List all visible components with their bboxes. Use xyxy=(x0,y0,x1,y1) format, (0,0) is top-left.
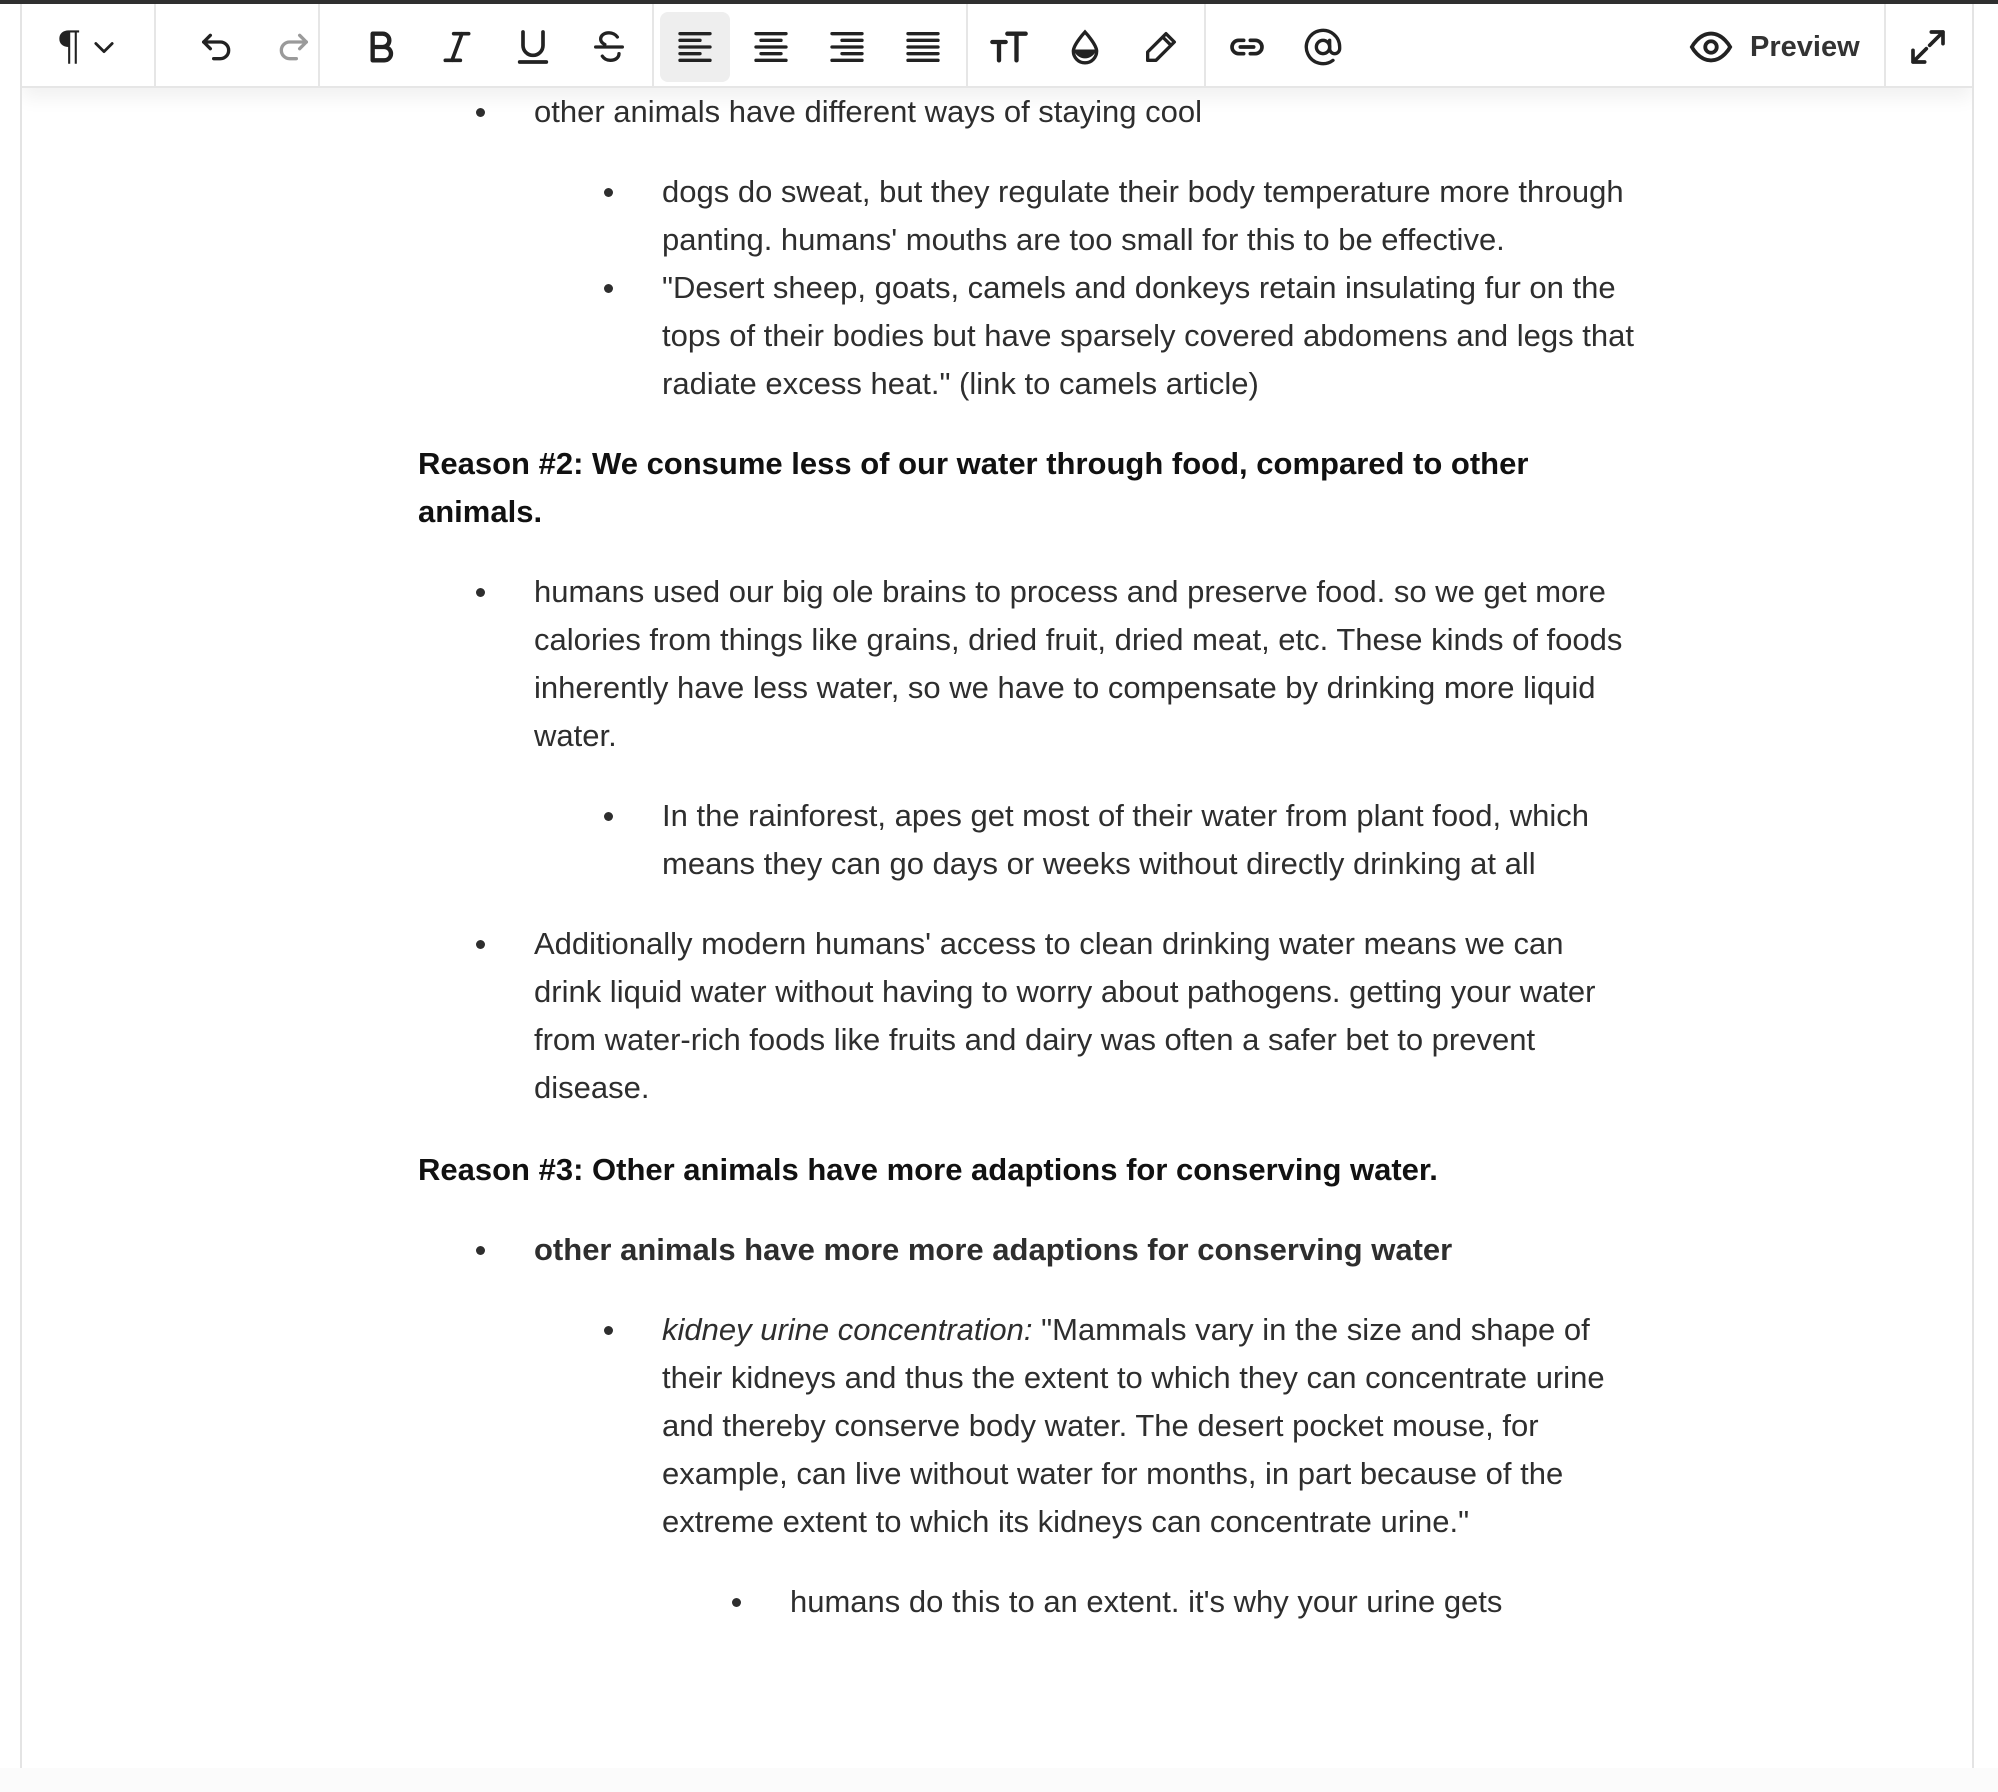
pencil-icon xyxy=(1141,27,1181,67)
text-size-icon xyxy=(989,27,1029,67)
undo-button[interactable] xyxy=(182,12,252,82)
list-item xyxy=(418,1306,1638,1546)
list-item: other animals have more more adaptions for conserving water xyxy=(418,1226,1638,1274)
italic-icon xyxy=(437,27,477,67)
editor-frame xyxy=(20,4,1974,1776)
strikethrough-button[interactable] xyxy=(574,12,644,82)
list-item: Additionally modern humans' access to clean drinking water means we can drink liquid water without having to worry about pathogens. getting your water from water-rich foods like fruits and dairy was often a safer bet to prevent disease. xyxy=(418,920,1638,1112)
underline-button[interactable] xyxy=(498,12,568,82)
align-right-button[interactable] xyxy=(812,12,882,82)
item-label: kidney urine concentration: xyxy=(662,1312,1033,1347)
at-icon xyxy=(1303,27,1343,67)
item-text: "Mammals vary in the size and shape of their kidneys and thus the extent to which they can concentrate urine and thereby conserve body water. The desert pocket mouse, for example, can live without water for months, in part because of the extreme extent to which its kidneys can concentrate urine." xyxy=(662,1312,1605,1539)
bullet-list xyxy=(418,792,1638,888)
expand-button[interactable] xyxy=(1893,12,1963,82)
italic-button[interactable] xyxy=(422,12,492,82)
bottom-edge xyxy=(0,1768,1998,1792)
toolbar-divider xyxy=(652,4,654,86)
bullet-list xyxy=(418,1578,1638,1626)
toolbar-divider xyxy=(318,4,320,86)
mention-button[interactable] xyxy=(1288,12,1358,82)
list-item: dogs do sweat, but they regulate their body temperature more through panting. humans' mouths are too small for this to be effective. xyxy=(418,168,1638,264)
color-drop-icon xyxy=(1065,27,1105,67)
document-body[interactable] xyxy=(418,86,1638,1626)
toolbar-divider xyxy=(966,4,968,86)
list-item: humans used our big ole brains to process and preserve food. so we get more calories from things like grains, dried fruit, dried meat, etc. These kinds of foods inherently have less water, so we have to compensate by drinking more liquid water. xyxy=(418,568,1638,760)
align-justify-icon xyxy=(903,27,943,67)
chevron-down-icon xyxy=(90,33,118,61)
link-icon xyxy=(1227,27,1267,67)
bullet-list xyxy=(418,568,1638,760)
align-center-icon xyxy=(751,27,791,67)
highlight-button[interactable] xyxy=(1126,12,1196,82)
toolbar-divider xyxy=(154,4,156,86)
list-item: other animals have different ways of staying cool xyxy=(418,88,1638,136)
redo-icon xyxy=(273,27,313,67)
text-color-button[interactable] xyxy=(1050,12,1120,82)
underline-icon xyxy=(513,27,553,67)
bullet-list xyxy=(418,1226,1638,1274)
bullet-list xyxy=(418,920,1638,1112)
align-right-icon xyxy=(827,27,867,67)
toolbar-divider xyxy=(1204,4,1206,86)
text-size-button[interactable] xyxy=(974,12,1044,82)
list-item: In the rainforest, apes get most of their water from plant food, which means they can go days or weeks without directly drinking at all xyxy=(418,792,1638,888)
section-heading: Reason #3: Other animals have more adaptions for conserving water. xyxy=(418,1152,1438,1187)
strikethrough-icon xyxy=(589,27,629,67)
section-heading: Reason #2: We consume less of our water through food, compared to other animals. xyxy=(418,446,1529,529)
link-button[interactable] xyxy=(1212,12,1282,82)
paragraph-icon: ¶ xyxy=(56,24,82,70)
paragraph-style-dropdown[interactable] xyxy=(42,12,132,82)
list-item: humans do this to an extent. it's why your urine gets xyxy=(418,1578,1638,1626)
bullet-list xyxy=(418,88,1638,136)
align-left-icon xyxy=(675,27,715,67)
list-item: "Desert sheep, goats, camels and donkeys retain insulating fur on the tops of their bodies but have sparsely covered abdomens and legs that radiate excess heat." (link to camels article) xyxy=(418,264,1638,408)
preview-button[interactable] xyxy=(1678,12,1870,82)
align-justify-button[interactable] xyxy=(888,12,958,82)
toolbar-divider xyxy=(1884,4,1886,86)
eye-icon xyxy=(1688,24,1734,70)
preview-label: Preview xyxy=(1750,30,1860,63)
align-center-button[interactable] xyxy=(736,12,806,82)
expand-icon xyxy=(1908,27,1948,67)
bullet-list xyxy=(418,168,1638,408)
bold-button[interactable] xyxy=(346,12,416,82)
bold-icon xyxy=(361,27,401,67)
bullet-list xyxy=(418,1306,1638,1546)
align-left-button[interactable] xyxy=(660,12,730,82)
undo-icon xyxy=(197,27,237,67)
editor-toolbar xyxy=(22,4,1972,88)
